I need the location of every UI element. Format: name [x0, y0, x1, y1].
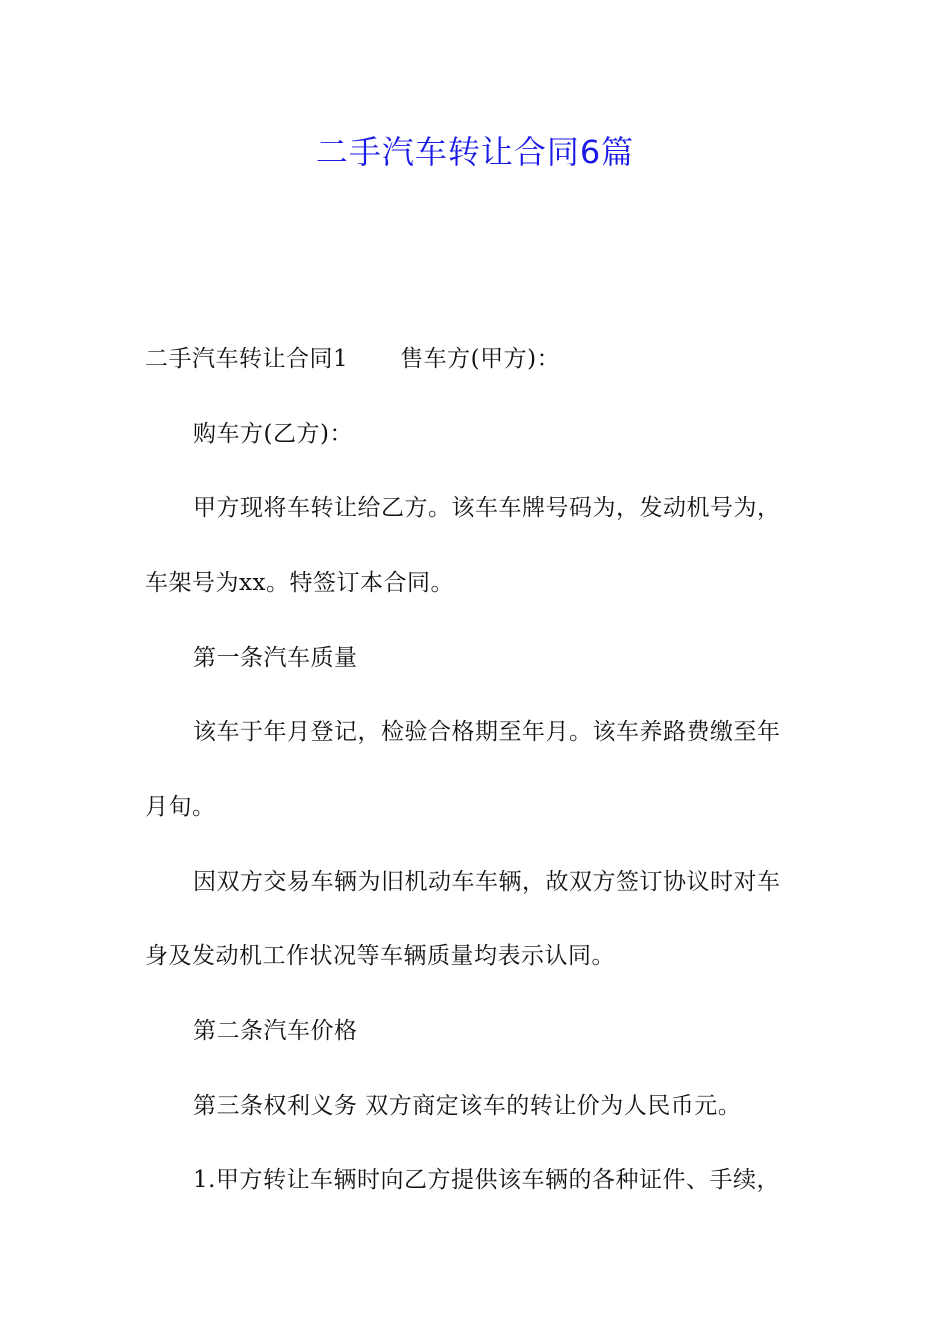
paragraph-line: 该车于年月登记，检验合格期至年月。该车养路费缴至年: [193, 719, 781, 745]
seller-label: 售车方(甲方)：: [400, 346, 561, 372]
paragraph-line: 车架号为xx。特签订本合同。: [145, 570, 454, 596]
article-heading: 第一条汽车质量: [193, 645, 358, 671]
paragraph-line: 月旬。: [145, 794, 216, 820]
contract-heading-line: [145, 343, 810, 375]
buyer-label: 购车方(乙方)：: [193, 421, 353, 447]
article-heading: 第二条汽车价格: [193, 1018, 358, 1044]
contract-number-label: 二手汽车转让合同1: [145, 346, 349, 372]
paragraph-line: 因双方交易车辆为旧机动车车辆，故双方签订协议时对车: [193, 869, 781, 895]
paragraph-line: 1.甲方转让车辆时向乙方提供该车辆的各种证件、手续，: [193, 1167, 780, 1193]
article-heading: 第三条权利义务 双方商定该车的转让价为人民币元。: [193, 1093, 742, 1119]
document-title: 二手汽车转让合同6篇: [315, 133, 635, 171]
paragraph-line: 甲方现将车转让给乙方。该车车牌号码为，发动机号为，: [193, 495, 781, 521]
paragraph-line: 身及发动机工作状况等车辆质量均表示认同。: [145, 943, 615, 969]
